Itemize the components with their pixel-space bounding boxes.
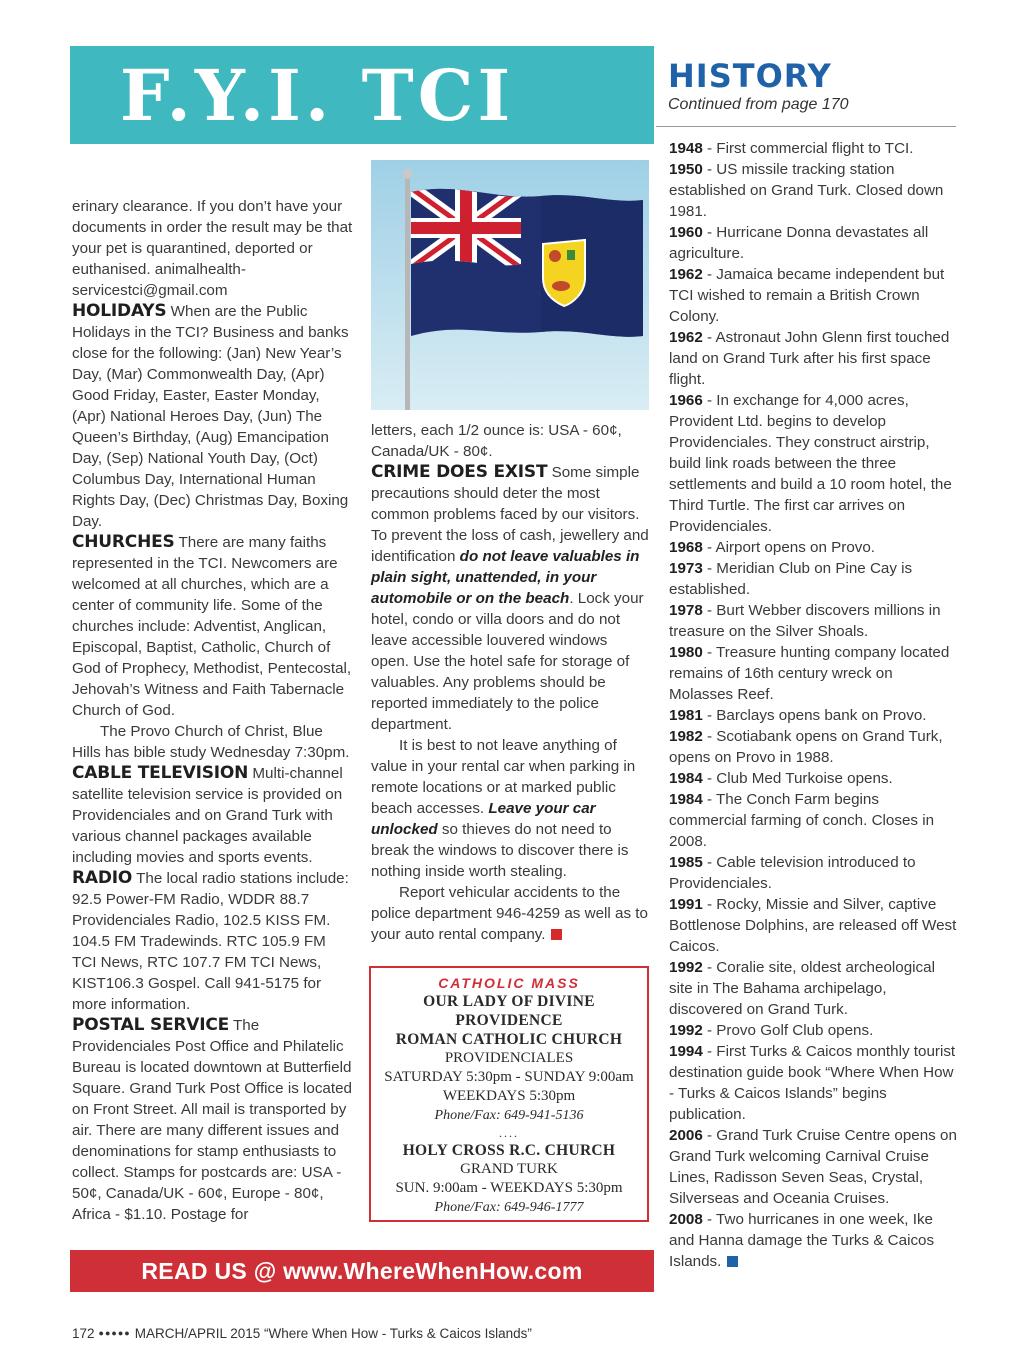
crime-text-b: . Lock your hotel, condo or villa doors and do not leave accessible louvered windows open. Use the hotel safe for storage of valuables. Any problems should be reported immediately to the police department. [371,590,644,733]
car-paragraph [371,735,649,882]
timeline-entry: 1992 - Provo Golf Club opens. [669,1022,874,1039]
postal-continued: letters, each 1/2 ounce is: USA - 60¢, Canada/UK - 80¢. [371,422,622,460]
timeline-year: 1992 [669,959,703,976]
timeline-entry: 1982 - Scotiabank opens on Grand Turk, opens on Provo in 1988. [669,728,943,766]
catholic-mass-box [369,966,649,1222]
churches-text: There are many faiths represented in the TCI. Newcomers are welcomed at all churches, which are a center of community life. Some of the churches include: Adventist, Anglican, Episcopal, Baptist, Catholic, Church of God of Prophecy, Methodist, Pentecostal, Jehovah’s Witness and Faith Tabernacle Church of God. [72,534,352,719]
car-text-a: It is best to not leave anything of value in your rental car when parking in remote locations or at marked public beach accesses. [371,737,636,817]
timeline-entry: 1962 - Jamaica became independent but TCI wished to remain a British Crown Colony. [669,266,945,325]
timeline-text: Two hurricanes in one week, Ike and Hanna damage the Turks & Caicos Islands. [669,1211,935,1270]
timeline-entry: 1966 - In exchange for 4,000 acres, Provident Ltd. begins to develop Providenciales. They construct airstrip, build link roads between the three settlements and build a 10 room hotel, the Third Turtle. The first car arrives on Providenciales. [669,392,952,535]
banner-title: F.Y.I. TCI [119,53,515,137]
timeline-text: In exchange for 4,000 acres, Provident Ltd. begins to develop Providenciales. They construct airstrip, build link roads between the three settlements and build a 10 room hotel, the Third Turtle. The first car arrives on Providenciales. [669,392,952,535]
church1-name-line1: OUR LADY OF DIVINE [423,993,595,1010]
timeline-text: Airport opens on Provo. [715,539,876,556]
column-left [72,196,354,1225]
church1-phone: Phone/Fax: 649-941-5136 [434,1108,584,1123]
timeline-year: 1948 [669,140,703,157]
postal-text: The Providenciales Post Office and Philatelic Bureau is located downtown at Butterfield Square. Grand Turk Post Office is located on Front Street. All mail is transported by air. There are many different issues and denominations for stamp enthusiasts to collect. Stamps for postcards are: USA - 50¢, Canada/UK - 60¢, Europe - 80¢, Africa - $1.10. Postage for [72,1017,352,1223]
timeline-entry: 1994 - First Turks & Caicos monthly tourist destination guide book “Where When How - Turks & Caicos Islands” begins publication. [669,1043,956,1123]
column-middle [371,420,649,945]
timeline-text: Scotiabank opens on Grand Turk, opens on Provo in 1988. [669,728,943,766]
timeline-year: 1994 [669,1043,703,1060]
timeline-text: First commercial flight to TCI. [716,140,914,157]
holidays-text: When are the Public Holidays in the TCI? Business and banks close for the following: (Jan) New Year’s Day, (Mar) Commonwealth Day, (Apr) Good Friday, Easter, Easter Monday, (Apr) National Heroes Day, (Jun) The Queen’s Birthday, (Aug) Emancipation Day, (Sep) National Youth Day, (Oct) Columbus Day, International Human Rights Day, (Dec) Christmas Day, Boxing Day. [72,303,349,530]
history-title: HISTORY [668,57,832,95]
churches-paragraph [72,532,354,721]
history-header [668,58,958,114]
timeline-entry: 1984 - Club Med Turkoise opens. [669,770,893,787]
read-us-banner[interactable] [70,1250,654,1292]
timeline-text: Club Med Turkoise opens. [716,770,893,787]
history-timeline [669,138,959,1272]
church1-weekdays: WEEKDAYS 5:30pm [442,1088,576,1104]
timeline-text: Treasure hunting company located remains of 16th century wreck on Molasses Reef. [669,644,950,703]
footer-dots-icon: ●●●●● [98,1328,131,1338]
timeline-entry: 1992 - Coralie site, oldest archeological site in The Bahama archipelago, discovered on Grand Turk. [669,959,935,1018]
report-text: Report vehicular accidents to the police department 946-4259 as well as to your auto rental company. [371,884,648,943]
history-subtitle: Continued from page 170 [668,96,849,113]
timeline-year: 2008 [669,1211,703,1228]
church1-name-line2: PROVIDENCE [455,1012,563,1029]
tci-flag-image [371,160,649,410]
timeline-text: Jamaica became independent but TCI wished to remain a British Crown Colony. [669,266,945,325]
timeline-entry: 1985 - Cable television introduced to Providenciales. [669,854,916,892]
page-footer [72,1326,532,1341]
postal-paragraph [72,1015,354,1225]
timeline-year: 1962 [669,329,703,346]
timeline-entry: 1991 - Rocky, Missie and Silver, captive Bottlenose Dolphins, are released off West Caicos. [669,896,957,955]
church1-name-line3: ROMAN CATHOLIC CHURCH [395,1031,623,1048]
radio-heading: RADIO [72,868,133,888]
cable-text: Multi-channel satellite television service is provided on Providenciales and on Grand Turk with various channel packages available including movies and sports events. [72,765,343,866]
timeline-text: Rocky, Missie and Silver, captive Bottlenose Dolphins, are released off West Caicos. [669,896,957,955]
car-text-b: so thieves do not need to break the windows to discover there is nothing inside worth stealing. [371,821,629,880]
timeline-text: Cable television introduced to Providenciales. [669,854,916,892]
timeline-year: 1980 [669,644,703,661]
timeline-entry: 1984 - The Conch Farm begins commercial farming of conch. Closes in 2008. [669,791,935,850]
church-of-christ-paragraph: The Provo Church of Christ, Blue Hills has bible study Wednesday 7:30pm. [72,723,350,761]
timeline-year: 1991 [669,896,703,913]
church2-phone: Phone/Fax: 649-946-1777 [434,1200,584,1215]
timeline-entry: 1973 - Meridian Club on Pine Cay is established. [669,560,913,598]
timeline-text: First Turks & Caicos monthly tourist destination guide book “Where When How - Turks & Caicos Islands” begins publication. [669,1043,956,1123]
timeline-text: Coralie site, oldest archeological site in The Bahama archipelago, discovered on Grand Turk. [669,959,935,1018]
timeline-year: 2006 [669,1127,703,1144]
timeline-year: 1962 [669,266,703,283]
timeline-entry: 1980 - Treasure hunting company located remains of 16th century wreck on Molasses Reef. [669,644,950,703]
timeline-entry: 2008 - Two hurricanes in one week, Ike and Hanna damage the Turks & Caicos Islands. [669,1211,935,1270]
timeline-entry: 1950 - US missile tracking station established on Grand Turk. Closed down 1981. [669,161,944,220]
timeline-year: 1985 [669,854,703,871]
end-square-icon [551,929,562,940]
mass-title: CATHOLIC MASS [438,975,580,991]
timeline-year: 1984 [669,791,703,808]
timeline-entry: 1962 - Astronaut John Glenn first touched land on Grand Turk after his first space flight. [669,329,950,388]
mass-separator: .... [499,1126,519,1140]
pet-paragraph: erinary clearance. If you don’t have your documents in order the result may be that your pet is quarantined, deported or euthanised. animalhealth-servicestci@gmail.com [72,198,353,299]
timeline-year: 1968 [669,539,703,556]
timeline-text: Hurricane Donna devastates all agriculture. [669,224,929,262]
timeline-text: Astronaut John Glenn first touched land on Grand Turk after his first space flight. [669,329,950,388]
crime-heading: CRIME DOES EXIST [371,462,548,482]
church1-times: SATURDAY 5:30pm - SUNDAY 9:00am [384,1069,634,1085]
timeline-entry: 1968 - Airport opens on Provo. [669,539,876,556]
timeline-entry: 1960 - Hurricane Donna devastates all agriculture. [669,224,929,262]
fyi-banner [70,46,654,144]
timeline-text: US missile tracking station established on Grand Turk. Closed down 1981. [669,161,944,220]
church2-location: GRAND TURK [460,1161,558,1177]
timeline-year: 1966 [669,392,703,409]
radio-paragraph [72,868,354,1015]
churches-heading: CHURCHES [72,532,175,552]
read-us-link[interactable]: READ US @ www.WhereWhenHow.com [141,1257,583,1284]
timeline-year: 1984 [669,770,703,787]
timeline-text: Grand Turk Cruise Centre opens on Grand Turk welcoming Carnival Cruise Lines, Radisson Seven Seas, Crystal, Silverseas and Oceania Cruises. [669,1127,957,1207]
timeline-entry: 1948 - First commercial flight to TCI. [669,140,914,157]
crime-paragraph [371,462,649,735]
end-square-icon [727,1256,738,1267]
timeline-text: Provo Golf Club opens. [716,1022,874,1039]
timeline-entry: 2006 - Grand Turk Cruise Centre opens on Grand Turk welcoming Carnival Cruise Lines, Radisson Seven Seas, Crystal, Silverseas and Oceania Cruises. [669,1127,957,1207]
timeline-year: 1982 [669,728,703,745]
church1-location: PROVIDENCIALES [444,1050,574,1066]
cable-paragraph [72,763,354,868]
church2-times: SUN. 9:00am - WEEKDAYS 5:30pm [395,1180,623,1196]
timeline-entry: 1981 - Barclays opens bank on Provo. [669,707,927,724]
holidays-heading: HOLIDAYS [72,301,167,321]
report-paragraph [371,882,649,945]
history-rule [656,126,956,127]
cable-heading: CABLE TELEVISION [72,763,249,783]
crime-emphasis: do not leave valuables in plain sight, unattended, in your automobile or on the beach [371,548,640,607]
timeline-text: Barclays opens bank on Provo. [716,707,927,724]
timeline-text: The Conch Farm begins commercial farming of conch. Closes in 2008. [669,791,935,850]
timeline-year: 1950 [669,161,703,178]
timeline-year: 1981 [669,707,703,724]
timeline-year: 1960 [669,224,703,241]
timeline-year: 1992 [669,1022,703,1039]
radio-text: The local radio stations include: 92.5 Power-FM Radio, WDDR 88.7 Providenciales Radio, 102.5 KISS FM. 104.5 FM Tradewinds. RTC 105.9 FM TCI News, RTC 107.7 FM TCI News, KIST106.3 Gospel. Call 941-5175 for more information. [72,870,349,1013]
page-number: 172 [72,1326,95,1341]
timeline-text: Burt Webber discovers millions in treasure on the Silver Shoals. [669,602,941,640]
timeline-year: 1978 [669,602,703,619]
postal-heading: POSTAL SERVICE [72,1015,230,1035]
crime-text-a: Some simple precautions should deter the most common problems faced by our visitors. To prevent the loss of cash, jewellery and identification [371,464,649,565]
timeline-text: Meridian Club on Pine Cay is established. [669,560,913,598]
holidays-paragraph [72,301,354,532]
footer-text: MARCH/APRIL 2015 “Where When How - Turks & Caicos Islands” [134,1326,532,1341]
car-emphasis: Leave your car unlocked [371,800,596,838]
timeline-entry: 1978 - Burt Webber discovers millions in treasure on the Silver Shoals. [669,602,941,640]
church2-name: HOLY CROSS R.C. CHURCH [402,1142,616,1159]
timeline-year: 1973 [669,560,703,577]
